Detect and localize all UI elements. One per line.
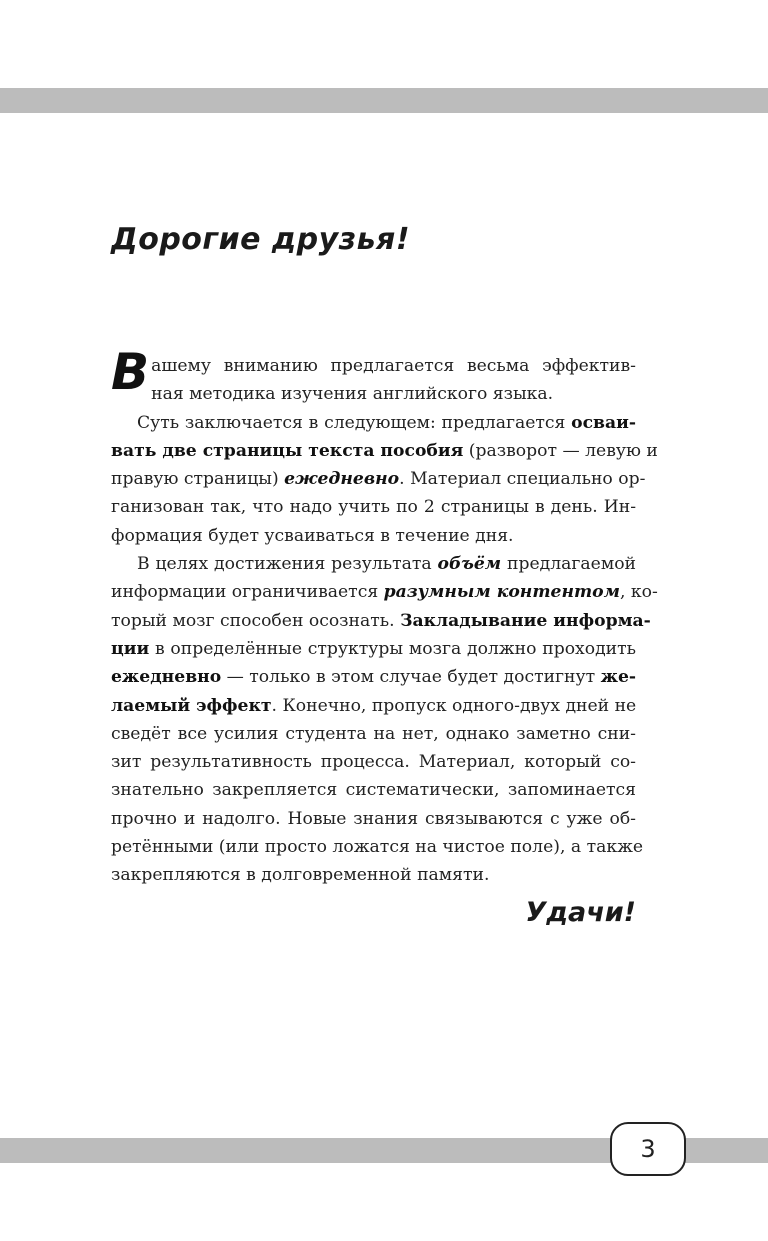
text-line: ежедневно — только в этом случае будет достигнут же- [111, 667, 637, 688]
paragraph-2 [111, 409, 658, 550]
paragraph-3 [111, 550, 658, 890]
bold-text: лаемый эффект [111, 695, 272, 716]
bold-text: Закладывание информа- [400, 610, 651, 631]
text-line: ции в определённые структуры мозга должно проходить [111, 638, 636, 659]
text-line: Суть заключается в следующем: предлагается осваи- [137, 412, 636, 433]
text-line: правую страницы) ежедневно. Материал специально ор- [111, 469, 646, 490]
text-line: формация будет усваиваться в течение дня. [111, 525, 514, 546]
bold-text: осваи- [571, 412, 636, 433]
text-line: ретёнными (или просто ложатся на чистое поле), а также [111, 837, 644, 858]
text-line: вать две страницы текста пособия (разворот — левую и [111, 440, 658, 461]
text-line: ашему вниманию предлагается весьма эффектив- [151, 356, 636, 376]
text-line: зит результативность процесса. Материал, который со- [111, 752, 636, 773]
text-line: закрепляются в долговременной памяти. [111, 865, 490, 886]
text-line: ганизован так, что надо учить по 2 страницы в день. Ин- [111, 497, 636, 518]
text-line: лаемый эффект. Конечно, пропуск одного-двух дней не [111, 695, 637, 716]
text-line: В целях достижения результата объём предлагаемой [137, 554, 636, 575]
top-decorative-bar [0, 88, 768, 113]
bold-text: же- [600, 667, 637, 688]
bold-text: вать две страницы текста пособия [111, 440, 464, 461]
body-text [111, 343, 658, 890]
bold-italic-text: объём [437, 554, 502, 575]
page-number [610, 1122, 686, 1176]
text-line: ная методика изучения английского языка. [151, 384, 554, 405]
text-line: информации ограничивается разумным контентом, ко- [111, 582, 658, 603]
text-line: прочно и надолго. Новые знания связываются с уже об- [111, 808, 636, 829]
bold-italic-text: ежедневно [284, 469, 400, 490]
signoff: Удачи! [525, 897, 636, 928]
page-heading: Дорогие друзья! [111, 222, 411, 257]
bold-text: ежедневно [111, 667, 222, 688]
text-line: торый мозг способен осознать. Закладывание информа- [111, 610, 651, 631]
drop-cap: В [111, 343, 150, 401]
text-line: знательно закрепляется систематически, запоминается [111, 780, 636, 801]
bold-text: ции [111, 638, 150, 659]
text-line: сведёт все усилия студента на нет, однако заметно сни- [111, 723, 636, 744]
bold-italic-text: разумным контентом [383, 582, 620, 603]
paragraph-1 [111, 343, 636, 409]
page-number-label: 3 [640, 1135, 656, 1163]
